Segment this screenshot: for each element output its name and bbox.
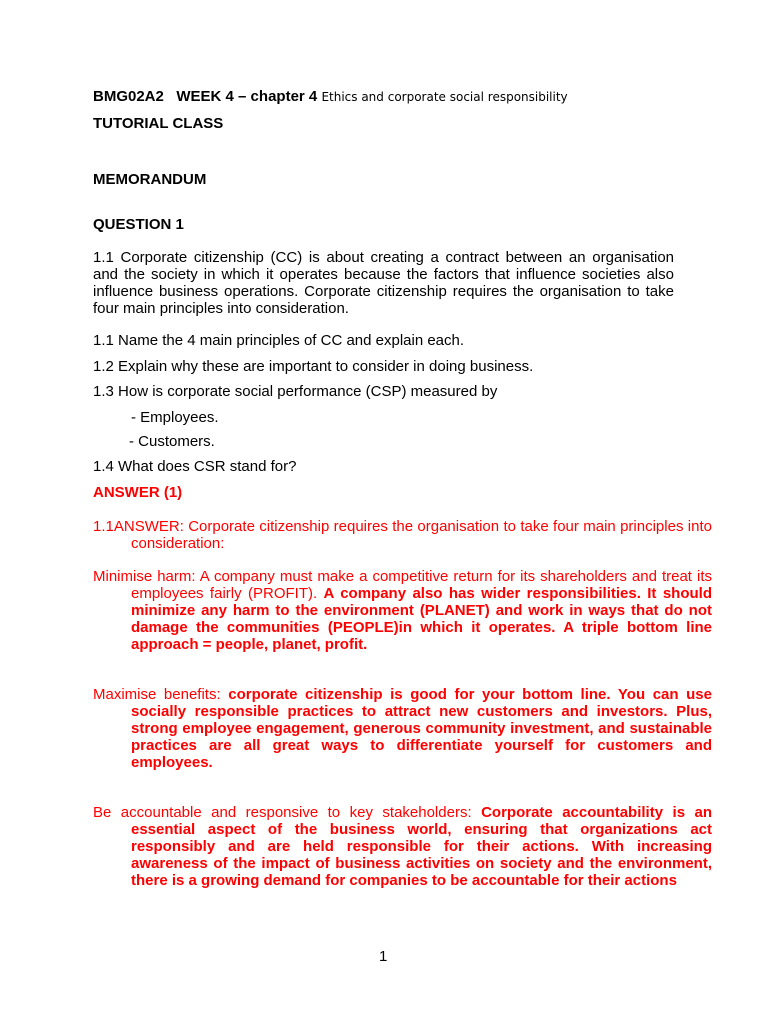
answer-1-1: 1.1ANSWER: Corporate citizenship requires the organisation to take four main principles into consideration: xyxy=(93,518,712,552)
accountability-paragraph xyxy=(93,804,712,889)
answer-heading: ANSWER (1) xyxy=(93,484,183,501)
question-1-4: 1.4 What does CSR stand for? xyxy=(93,458,297,475)
question-1-3-customers: - Customers. xyxy=(129,433,215,450)
week-label: WEEK 4 – chapter 4 xyxy=(176,88,318,105)
page-number: 1 xyxy=(379,948,388,965)
question-intro: 1.1 Corporate citizenship (CC) is about creating a contract between an organisation and the society in which it operates because the factors that influence societies also influence business operations. Corporate citizenship requires the organisation to take four main principles into consideration. xyxy=(93,249,674,317)
question-1-2: 1.2 Explain why these are important to consider in doing business. xyxy=(93,358,534,375)
maximise-benefits-intro: Maximise benefits: xyxy=(93,686,229,703)
question-1-3-employees: - Employees. xyxy=(131,409,219,426)
memorandum-heading: MEMORANDUM xyxy=(93,171,207,188)
minimise-harm-detail: A company also has wider responsibilities. It should minimize any harm to the environment (PLANET) and work in ways that do not damage the communities (PEOPLE)in which it operates. A triple bottom line approach = people, planet, profit. xyxy=(131,585,712,653)
accountability-detail: Corporate accountability is an essential aspect of the business world, ensuring that organizations act responsibly and are held responsible for their actions. With increasing awareness of the impact of business activities on society and the environment, there is a growing demand for companies to be accountable for their actions xyxy=(131,804,712,889)
accountability-intro: Be accountable and responsive to key stakeholders: xyxy=(93,804,482,821)
tutorial-heading: TUTORIAL CLASS xyxy=(93,115,224,132)
course-code: BMG02A2 xyxy=(93,88,164,105)
question-1-3: 1.3 How is corporate social performance (CSP) measured by xyxy=(93,383,498,400)
minimise-harm-intro: Minimise harm: A company must make a competitive return for its shareholders and treat its employees fairly (PROFIT). xyxy=(93,568,712,602)
minimise-harm-paragraph xyxy=(93,568,712,653)
topic-label: Ethics and corporate social responsibility xyxy=(321,90,568,104)
maximise-benefits-paragraph xyxy=(93,686,712,771)
question-heading: QUESTION 1 xyxy=(93,216,184,233)
maximise-benefits-detail: corporate citizenship is good for your bottom line. You can use socially responsible practices to attract new customers and investors. Plus, strong employee engagement, generous community investment, and sustainable practices are all great ways to differentiate yourself for customers and employees. xyxy=(131,686,712,771)
course-header xyxy=(93,88,568,105)
question-1-1: 1.1 Name the 4 main principles of CC and explain each. xyxy=(93,332,465,349)
